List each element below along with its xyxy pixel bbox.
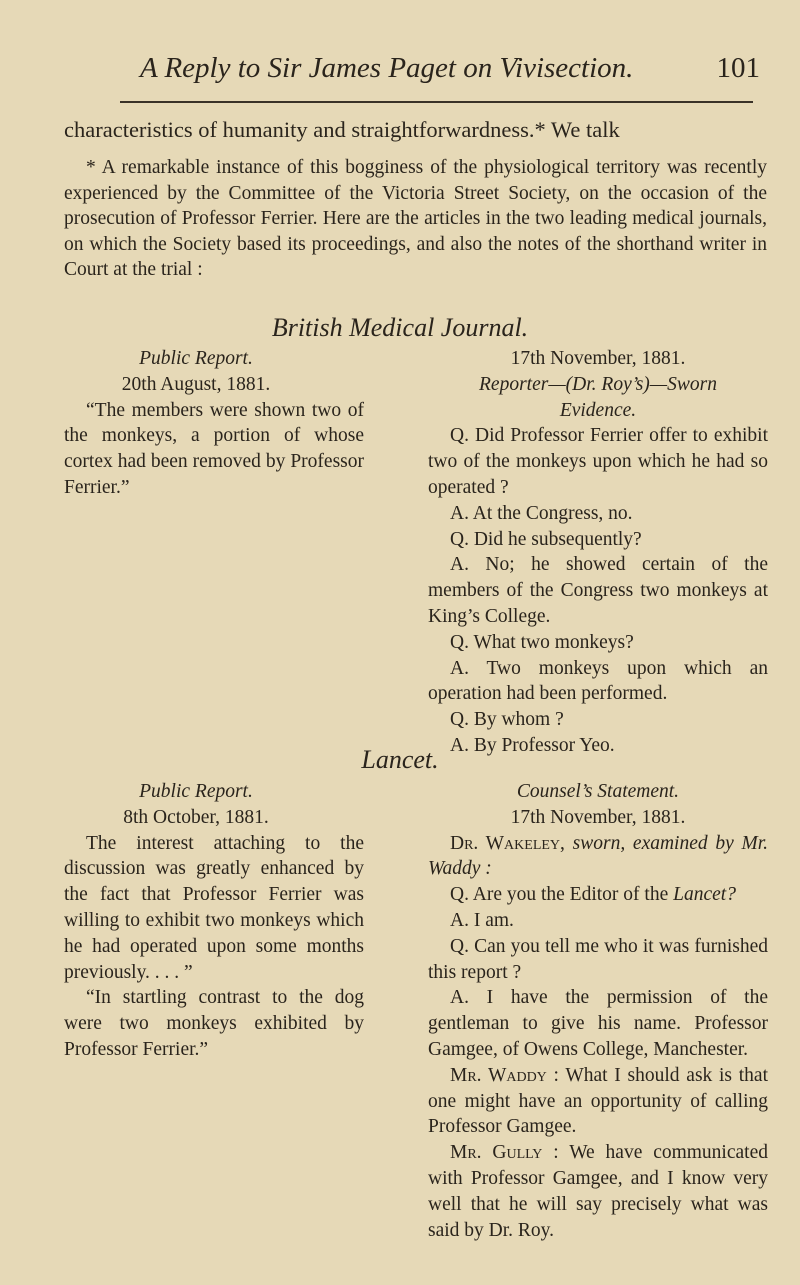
qa-line: A. By Professor Yeo. <box>450 734 615 756</box>
qa-line: Q. Did Professor Ferrier offer to exhibit two of the monkeys upon which he had so operated ? <box>428 425 768 498</box>
body-text-line: characteristics of humanity and straightforwardness.* We talk <box>64 117 620 142</box>
counsel-statement-date: 17th November, 1881. <box>510 806 686 828</box>
bmj-evidence-date: 17th November, 1881. <box>510 348 686 369</box>
speaker-name: Mr. Waddy : <box>450 1064 559 1086</box>
qa-line <box>428 882 768 908</box>
qa-line: Q. Did he subsequently? <box>450 528 642 550</box>
lancet-counsel-column <box>428 779 768 1243</box>
bmj-public-report-date: 20th August, 1881. <box>121 373 271 395</box>
bmj-evidence-label: Evidence. <box>559 399 637 421</box>
question-text: Q. Are you the Editor of the <box>450 884 674 906</box>
bmj-court-evidence-column <box>428 346 768 759</box>
bmj-reporter-line: Reporter—(Dr. Roy’s)—Sworn <box>479 373 717 395</box>
qa-line: A. At the Congress, no. <box>450 502 633 524</box>
lancet-public-report-date: 8th October, 1881. <box>123 806 269 828</box>
qa-line: A. Two monkeys upon which an operation had been performed. <box>428 657 768 705</box>
qa-line: A. No; he showed certain of the members of the Congress two monkeys at King’s College. <box>428 554 768 627</box>
lancet-public-report-column <box>64 779 364 1063</box>
journal-name: Lancet? <box>673 884 736 906</box>
qa-line: Q. What two monkeys? <box>450 631 634 653</box>
speaker-line <box>428 1140 768 1243</box>
bmj-public-report-title: Public Report. <box>139 348 253 369</box>
qa-line: Q. By whom ? <box>450 709 564 731</box>
speaker-text: What I should ask is that one might have an opportunity of calling Professor Gamgee. <box>428 1064 769 1138</box>
bmj-public-report-column <box>64 346 364 501</box>
speaker-name: Mr. Gully : <box>450 1142 559 1164</box>
lancet-report-paragraph: The interest attaching to the discussion was greatly enhanced by the fact that Professor Ferrier was willing to exhibit two monkeys which he had operated upon some months previously. . . . ” <box>64 832 364 983</box>
witness-description: sworn, examined by Mr. Waddy : <box>428 832 768 880</box>
qa-line: A. I have the permission of the gentleman to give his name. Professor Gamgee, of Owens College, Manchester. <box>428 987 768 1060</box>
lancet-public-report-title: Public Report. <box>139 781 253 802</box>
counsel-statement-title: Counsel’s Statement. <box>516 781 680 802</box>
witness-name: Dr. Wakeley, <box>450 832 565 854</box>
speaker-text: We have communicated with Professor Gamgee, and I know very well that he will say precisely what was said by Dr. Roy. <box>428 1142 768 1241</box>
running-title: A Reply to Sir James Paget on Vivisection. <box>140 52 634 84</box>
bmj-heading: British Medical Journal. <box>271 313 529 342</box>
page-number: 101 <box>716 52 760 84</box>
footnote <box>64 155 767 283</box>
lancet-report-paragraph: “In startling contrast to the dog were two monkeys exhibited by Professor Ferrier.” <box>64 987 364 1060</box>
witness-line <box>428 831 768 883</box>
qa-line: A. I am. <box>450 909 514 931</box>
footnote-text: * A remarkable instance of this bogginess of the physiological territory was recently experienced by the Committee of the Victoria Street Society, on the occasion of the prosecution of Professor Ferrier. Here are the articles in the two leading medical journals, on which the Society based its proceedings, and also the notes of the shorthand writer in Court at the trial : <box>64 157 767 281</box>
qa-line: Q. Can you tell me who it was furnished this report ? <box>428 935 768 983</box>
bmj-public-report-text: “The members were shown two of the monkeys, a portion of whose cortex had been removed by Professor Ferrier.” <box>64 399 364 498</box>
header-rule <box>120 101 753 103</box>
speaker-line <box>428 1063 768 1140</box>
lancet-heading: Lancet. <box>361 745 439 774</box>
